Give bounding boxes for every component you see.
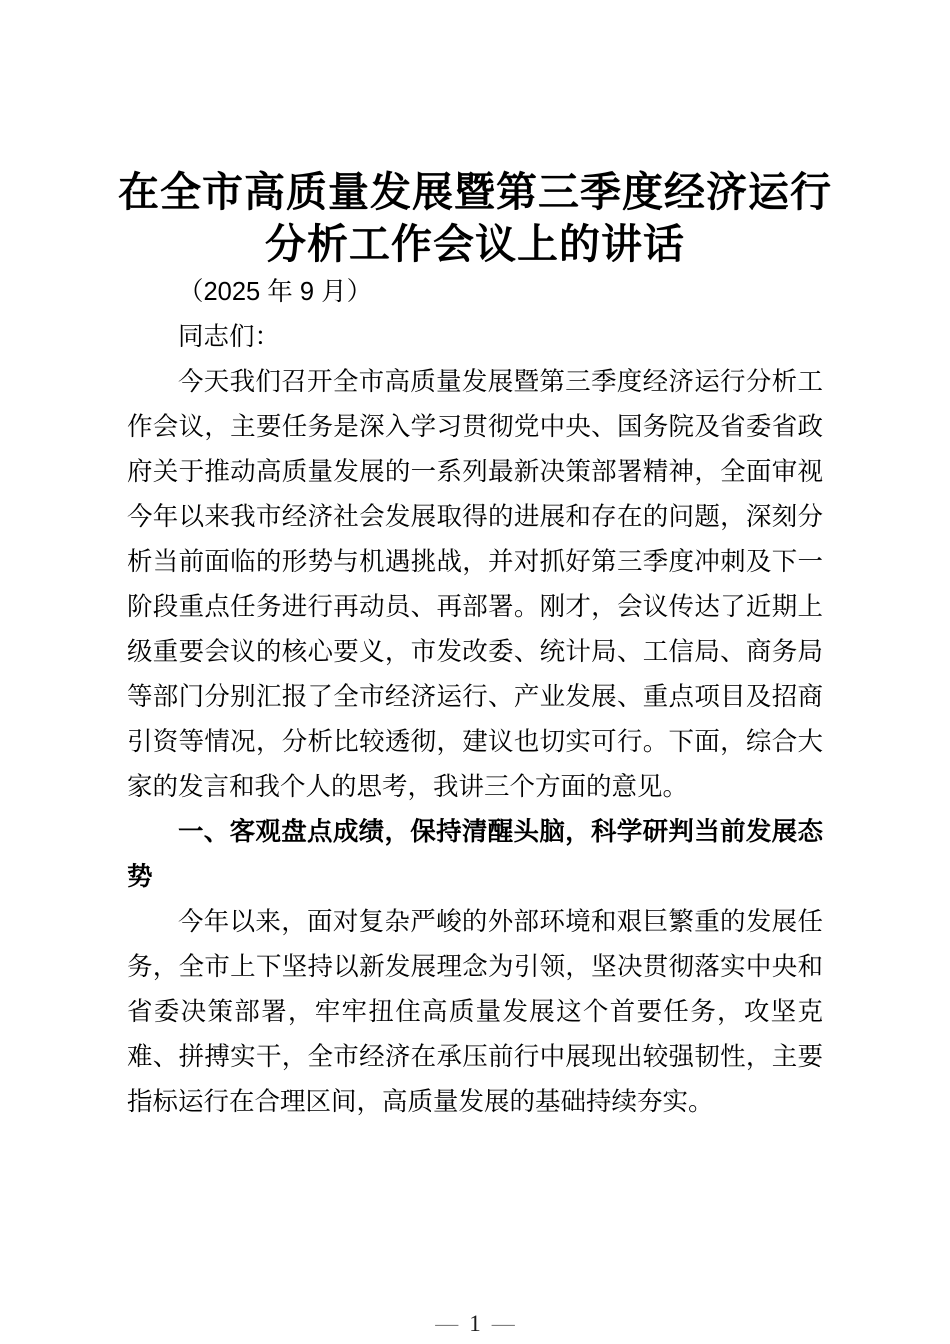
paragraph: 今天我们召开全市高质量发展暨第三季度经济运行分析工作会议，主要任务是深入学习贯彻党中央、国务院及省委省政府关于推动高质量发展的一系列最新决策部署精神，全面审视今年以来我市经济社会发展取得的进展和存在的问题，深刻分析当前面临的形势与机遇挑战，并对抓好第三季度冲刺及下一阶段重点任务进行再动员、再部署。刚才，会议传达了近期上级重要会议的核心要义，市发改委、统计局、工信局、商务局等部门分别汇报了全市经济运行、产业发展、重点项目及招商引资等情况，分析比较透彻，建议也切实可行。下面，综合大家的发言和我个人的思考，我讲三个方面的意见。 (127, 368, 823, 801)
date-line: （2025 年 9 月） (178, 278, 373, 306)
page-footer (0, 1310, 950, 1338)
footer-dash-left: — (435, 1311, 459, 1336)
footer-dash-right: — (491, 1311, 515, 1336)
page-number: 1 (469, 1311, 481, 1336)
document-body (127, 360, 823, 1125)
paragraph: 今年以来，面对复杂严峻的外部环境和艰巨繁重的发展任务，全市上下坚持以新发展理念为引领，坚决贯彻落实中央和省委决策部署，牢牢扭住高质量发展这个首要任务，攻坚克难、拼搏实干，全市经济在承压前行中展现出较强韧性，主要指标运行在合理区间，高质量发展的基础持续夯实。 (127, 908, 823, 1116)
document-title: 在全市高质量发展暨第三季度经济运行分析工作会议上的讲话 (118, 169, 832, 267)
section-heading: 一、客观盘点成绩，保持清醒头脑，科学研判当前发展态势 (127, 818, 823, 891)
salutation: 同志们： (178, 323, 281, 351)
